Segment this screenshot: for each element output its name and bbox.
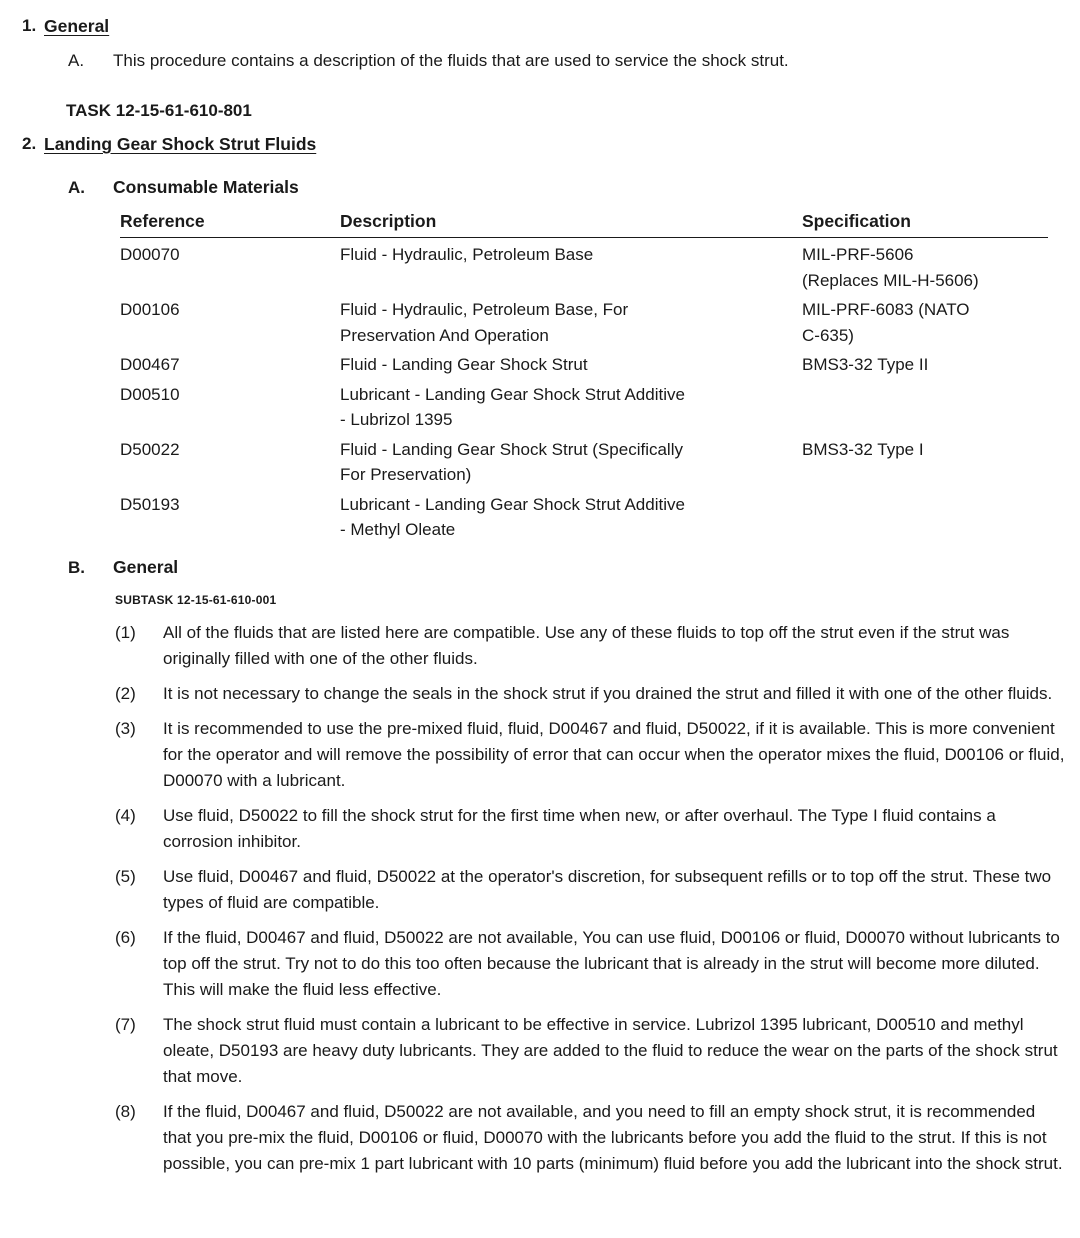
section-2-item-b-title: General [113,556,179,577]
cell-specification-line: MIL-PRF-6083 (NATO [802,300,970,319]
procedure-paragraph [0,803,1080,855]
paragraph-text: Use fluid, D00467 and fluid, D50022 at the operator's discretion, for subsequent refills or to top off the strut. These two types of fluid are compatible. [163,866,1052,912]
section-2-item-a-marker: A. [68,178,85,197]
section-1-item-a [0,48,1080,73]
section-2-item-b-marker: B. [68,557,85,577]
table-header [120,209,1048,237]
paragraph-marker: (5) [115,866,136,886]
procedure-paragraph [0,864,1080,916]
paragraph-text: All of the fluids that are listed here are compatible. Use any of these fluids to top off the strut even if the strut was originally filled with one of the other fluids. [163,622,1010,668]
cell-reference: D00510 [120,384,180,404]
procedure-paragraph-list [0,620,1080,1177]
cell-description-line: Fluid - Landing Gear Shock Strut [340,355,588,374]
subtask-identifier: SUBTASK 12-15-61-610-001 [115,592,277,607]
table-row [120,348,1048,378]
column-header-specification: Specification [802,211,911,231]
paragraph-marker: (3) [115,718,136,738]
paragraph-text: If the fluid, D00467 and fluid, D50022 are not available, You can use fluid, D00106 or fluid, D00070 without lubricants to top off the strut. Try not to do this too often because the lubricant that is already in the strut will become more diluted. This will make the fluid less effective. [163,927,1060,999]
cell-description-line: Fluid - Landing Gear Shock Strut (Specifically [340,439,683,459]
paragraph-marker: (7) [115,1014,136,1034]
table-header-row [120,209,1048,237]
cell-reference: D00106 [120,300,180,319]
cell-reference: D00070 [120,245,180,264]
cell-specification-line: BMS3-32 Type I [802,439,924,459]
cell-description [340,380,802,433]
table-row [120,238,1048,293]
section-1-title: General [44,16,110,36]
cell-description [340,435,802,488]
paragraph-text: It is not necessary to change the seals in the shock strut if you drained the strut and filled it with one of the other fluids. [163,683,1053,703]
cell-specification-line: C-635) [802,325,854,345]
cell-description-line: Fluid - Hydraulic, Petroleum Base, For [340,300,629,319]
paragraph-marker: (2) [115,683,136,703]
cell-specification-line: MIL-PRF-5606 [802,245,914,264]
cell-description-line: - Methyl Oleate [340,520,456,539]
column-header-description: Description [340,211,437,231]
cell-description-line: Lubricant - Landing Gear Shock Strut Additive [340,384,685,404]
section-2-item-a [0,175,1080,200]
cell-reference: D50193 [120,494,180,514]
cell-description-line: - Lubrizol 1395 [340,410,453,429]
cell-specification-line: BMS3-32 Type II [802,355,929,374]
cell-reference: D50022 [120,439,180,459]
procedure-paragraph [0,681,1080,707]
table-row [120,293,1048,348]
section-2-heading [0,132,1080,156]
section-1-heading [0,14,1080,38]
cell-description-line: For Preservation) [340,465,472,484]
table-row [120,433,1048,488]
cell-specification [802,240,1048,293]
table-body [120,238,1048,543]
cell-description-line: Lubricant - Landing Gear Shock Strut Additive [340,494,685,514]
cell-specification [802,490,1048,492]
section-2-number: 2. [22,134,37,153]
cell-description-line: Fluid - Hydraulic, Petroleum Base [340,245,594,264]
procedure-paragraph [0,716,1080,794]
cell-specification [802,295,1048,348]
paragraph-text: It is recommended to use the pre-mixed fluid, fluid, D00467 and fluid, D50022, if it is available. This is more convenient for the operator and will remove the possibility of error that can occur when the operator mixes the fluid, D00106 or fluid, D00070 with a lubricant. [163,718,1065,790]
paragraph-marker: (6) [115,927,136,947]
cell-description [340,350,802,378]
cell-description [340,490,802,543]
table-row [120,378,1048,433]
consumable-materials-table [120,209,1048,543]
section-1-number: 1. [22,16,37,35]
procedure-paragraph [0,1012,1080,1090]
procedure-paragraph [0,620,1080,672]
cell-reference: D00467 [120,355,180,374]
section-2-title: Landing Gear Shock Strut Fluids [44,134,317,154]
cell-description-line: Preservation And Operation [340,325,549,345]
section-2-item-a-title: Consumable Materials [113,177,299,197]
section-1-item-a-text: This procedure contains a description of the fluids that are used to service the shock strut. [113,51,789,70]
cell-description [340,295,802,348]
paragraph-marker: (4) [115,805,136,825]
procedure-paragraph [0,925,1080,1003]
section-2-item-b [0,555,1080,580]
paragraph-text: If the fluid, D00467 and fluid, D50022 are not available, and you need to fill an empty shock strut, it is recommended that you pre-mix the fluid, D00106 or fluid, D00070 with the lubricants before you add the fluid to the strut. If this is not possible, you can pre-mix 1 part lubricant with 10 parts (minimum) fluid before you add the lubricant into the shock strut. [163,1101,1063,1173]
cell-specification [802,435,1048,463]
procedure-paragraph [0,1099,1080,1177]
task-identifier: TASK 12-15-61-610-801 [66,101,252,120]
paragraph-text: Use fluid, D50022 to fill the shock strut for the first time when new, or after overhaul. The Type I fluid contains a corrosion inhibitor. [163,805,996,851]
column-header-reference: Reference [120,211,205,231]
paragraph-marker: (8) [115,1101,136,1121]
section-1-item-a-marker: A. [68,51,85,70]
cell-specification-line: (Replaces MIL-H-5606) [802,270,979,290]
cell-specification [802,350,1048,378]
paragraph-marker: (1) [115,622,136,642]
paragraph-text: The shock strut fluid must contain a lubricant to be effective in service. Lubrizol 1395 lubricant, D00510 and methyl oleate, D50193 are heavy duty lubricants. They are added to the fluid to reduce the wear on the parts of the shock strut that move. [163,1014,1058,1086]
cell-specification [802,380,1048,382]
table-row [120,488,1048,543]
cell-description [340,240,802,268]
